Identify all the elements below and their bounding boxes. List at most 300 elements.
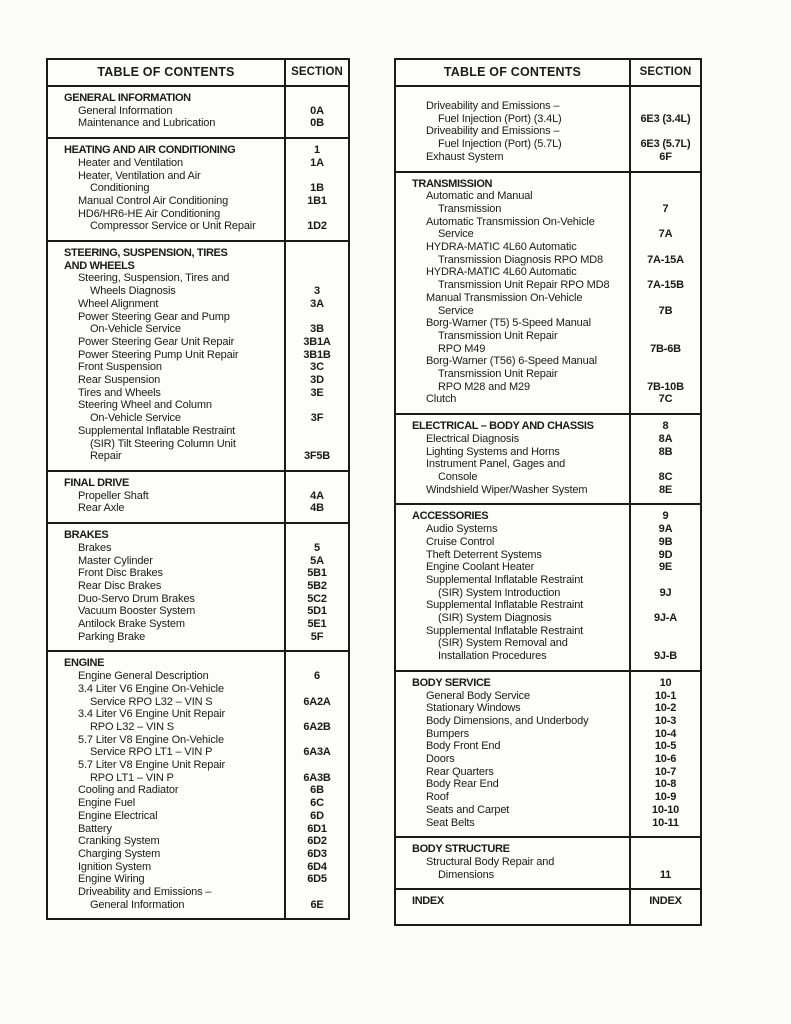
entry-line: Electrical Diagnosis bbox=[426, 432, 519, 445]
entry-line: HD6/HR6-HE Air Conditioning bbox=[78, 207, 221, 220]
section-code: 5B2 bbox=[307, 579, 327, 592]
toc-item-row bbox=[48, 208, 348, 233]
entry-title bbox=[48, 759, 286, 784]
entry-title bbox=[396, 151, 631, 164]
toc-item-row bbox=[48, 117, 348, 130]
entry-line: General Body Service bbox=[426, 689, 530, 702]
entry-title bbox=[396, 778, 631, 791]
entry-title bbox=[396, 433, 631, 446]
entry-line: INDEX bbox=[412, 895, 444, 908]
entry-title bbox=[48, 631, 286, 644]
entry-line: Transmission Unit Repair RPO MD8 bbox=[438, 279, 610, 292]
section-code: 10 bbox=[659, 676, 672, 689]
section-code: 6A3B bbox=[303, 771, 331, 784]
entry-title bbox=[48, 361, 286, 374]
toc-heading-row bbox=[48, 657, 348, 670]
entry-line: Rear Suspension bbox=[78, 374, 161, 387]
entry-title bbox=[396, 856, 631, 881]
section-code: 7B-10B bbox=[647, 380, 684, 393]
toc-item-row bbox=[396, 355, 700, 393]
entry-line: Cranking System bbox=[78, 835, 160, 848]
entry-line: Automatic Transmission On-Vehicle bbox=[426, 215, 595, 228]
toc-group bbox=[48, 522, 348, 650]
entry-line: Borg-Warner (T56) 6-Speed Manual bbox=[426, 355, 597, 368]
entry-line: Theft Deterrent Systems bbox=[426, 548, 542, 561]
entry-line: Rear Quarters bbox=[426, 765, 494, 778]
entry-title bbox=[396, 125, 631, 150]
toc-item-row bbox=[396, 690, 700, 703]
entry-title bbox=[48, 490, 286, 503]
toc-header-title: TABLE OF CONTENTS bbox=[97, 65, 235, 79]
section-code: 5A bbox=[310, 554, 324, 567]
entry-line: Brakes bbox=[78, 541, 112, 554]
entry-title bbox=[396, 740, 631, 753]
toc-item-row bbox=[48, 708, 348, 733]
entry-line: Propeller Shaft bbox=[78, 489, 149, 502]
entry-line: (SIR) Tilt Steering Column Unit bbox=[90, 437, 236, 450]
entry-line: Cruise Control bbox=[426, 535, 495, 548]
section-code: 0B bbox=[310, 117, 324, 130]
section-code: 9A bbox=[658, 523, 673, 536]
toc-group bbox=[48, 137, 348, 240]
entry-title bbox=[396, 446, 631, 459]
toc-item-row bbox=[48, 823, 348, 836]
entry-title bbox=[396, 599, 631, 624]
toc-heading-row bbox=[48, 92, 348, 105]
entry-line: BODY SERVICE bbox=[412, 676, 491, 689]
section-code: 7A bbox=[658, 228, 673, 241]
entry-line: FINAL DRIVE bbox=[64, 476, 130, 489]
entry-line: Transmission Diagnosis RPO MD8 bbox=[438, 253, 604, 266]
entry-line: STEERING, SUSPENSION, TIRES bbox=[64, 247, 228, 260]
entry-title bbox=[396, 317, 631, 355]
entry-line: Manual Control Air Conditioning bbox=[78, 194, 229, 207]
section-code: 3A bbox=[310, 297, 324, 310]
entry-title bbox=[396, 355, 631, 393]
section-code: 6E3 (5.7L) bbox=[640, 138, 691, 151]
toc-item-row bbox=[396, 804, 700, 817]
section-code: 5C2 bbox=[307, 592, 327, 605]
entry-title bbox=[48, 144, 286, 157]
entry-title bbox=[48, 861, 286, 874]
entry-title bbox=[396, 715, 631, 728]
section-code: 6D1 bbox=[307, 822, 327, 835]
entry-line: Instrument Panel, Gages and bbox=[426, 458, 566, 471]
entry-line: Front Suspension bbox=[78, 361, 162, 374]
entry-line: Antilock Brake System bbox=[78, 618, 185, 631]
entry-title bbox=[48, 477, 286, 490]
entry-line: Heater and Ventilation bbox=[78, 156, 183, 169]
entry-title bbox=[396, 458, 631, 483]
entry-title bbox=[48, 117, 286, 130]
entry-line: ACCESSORIES bbox=[412, 510, 489, 523]
entry-title bbox=[48, 92, 286, 105]
toc-item-row bbox=[396, 190, 700, 215]
section-code: 6D bbox=[310, 809, 324, 822]
toc-item-row bbox=[48, 605, 348, 618]
section-code: 9J bbox=[659, 586, 672, 599]
section-code: 1 bbox=[314, 144, 320, 157]
entry-title bbox=[396, 484, 631, 497]
toc-item-row bbox=[396, 100, 700, 125]
entry-title bbox=[396, 510, 631, 523]
toc-item-row bbox=[48, 374, 348, 387]
section-code: 10-2 bbox=[654, 702, 677, 715]
entry-title bbox=[396, 690, 631, 703]
entry-title bbox=[396, 536, 631, 549]
section-code: 7C bbox=[658, 393, 673, 406]
entry-line: Stationary Windows bbox=[426, 702, 521, 715]
toc-item-row bbox=[48, 336, 348, 349]
toc-item-row bbox=[396, 125, 700, 150]
section-code: 6E bbox=[310, 898, 324, 911]
entry-line: Heater, Ventilation and Air bbox=[78, 169, 201, 182]
section-code: 11 bbox=[659, 868, 672, 881]
entry-line: Engine General Description bbox=[78, 670, 209, 683]
entry-title bbox=[48, 670, 286, 683]
entry-line: Body Front End bbox=[426, 740, 501, 753]
toc-item-row bbox=[48, 797, 348, 810]
section-code: 3 bbox=[314, 285, 320, 298]
entry-title bbox=[48, 848, 286, 861]
entry-title bbox=[396, 178, 631, 191]
section-code: 6F bbox=[659, 150, 672, 163]
toc-item-row bbox=[48, 555, 348, 568]
entry-line: Engine Coolant Heater bbox=[426, 561, 535, 574]
entry-title bbox=[48, 593, 286, 606]
section-code: 3F5B bbox=[303, 450, 331, 463]
entry-title bbox=[48, 247, 286, 272]
toc-item-row bbox=[396, 433, 700, 446]
entry-line: Cooling and Radiator bbox=[78, 784, 179, 797]
toc-item-row bbox=[48, 361, 348, 374]
entry-title bbox=[48, 529, 286, 542]
entry-title bbox=[48, 618, 286, 631]
section-code: 9J-A bbox=[653, 612, 678, 625]
section-code: 3C bbox=[310, 361, 324, 374]
entry-line: Power Steering Pump Unit Repair bbox=[78, 348, 239, 361]
entry-line: Vacuum Booster System bbox=[78, 605, 196, 618]
entry-title bbox=[396, 549, 631, 562]
entry-line: RPO M28 and M29 bbox=[438, 380, 530, 393]
entry-title bbox=[48, 502, 286, 515]
section-code: 9E bbox=[658, 561, 673, 574]
entry-line: Supplemental Inflatable Restraint bbox=[426, 573, 584, 586]
entry-line: Engine Electrical bbox=[78, 809, 158, 822]
toc-header-title: TABLE OF CONTENTS bbox=[443, 65, 582, 79]
toc-item-row bbox=[48, 759, 348, 784]
section-code: 3F bbox=[310, 412, 324, 425]
entry-line: General Information bbox=[78, 104, 173, 117]
section-column-header: SECTION bbox=[629, 60, 700, 85]
toc-groups-left bbox=[48, 87, 348, 918]
entry-line: Fuel Injection (Port) (3.4L) bbox=[438, 112, 562, 125]
toc-item-row bbox=[396, 625, 700, 663]
entry-line: Steering Wheel and Column bbox=[78, 399, 212, 412]
toc-item-row bbox=[48, 873, 348, 886]
toc-item-row bbox=[396, 856, 700, 881]
entry-line: Service bbox=[438, 228, 474, 241]
section-code: 10-5 bbox=[654, 740, 677, 753]
entry-title bbox=[396, 216, 631, 241]
entry-line: AND WHEELS bbox=[64, 259, 135, 272]
section-code: 6E3 (3.4L) bbox=[640, 112, 691, 125]
entry-line: Lighting Systems and Horns bbox=[426, 445, 560, 458]
toc-item-row bbox=[48, 835, 348, 848]
toc-item-row bbox=[48, 311, 348, 336]
section-code: 3E bbox=[310, 386, 324, 399]
toc-item-row bbox=[396, 791, 700, 804]
toc-item-row bbox=[396, 484, 700, 497]
entry-line: Power Steering Gear Unit Repair bbox=[78, 335, 235, 348]
toc-item-row bbox=[396, 523, 700, 536]
section-code: 8 bbox=[662, 420, 669, 433]
section-code: 6A2B bbox=[303, 720, 331, 733]
toc-group bbox=[396, 87, 700, 171]
section-code: 9D bbox=[658, 548, 673, 561]
section-code: 6A3A bbox=[303, 746, 331, 759]
entry-title bbox=[48, 657, 286, 670]
section-code: 8C bbox=[658, 470, 673, 483]
section-code: 3D bbox=[310, 374, 324, 387]
toc-item-row bbox=[48, 105, 348, 118]
entry-title bbox=[48, 797, 286, 810]
entry-line: Dimensions bbox=[438, 868, 494, 881]
toc-group bbox=[396, 888, 700, 924]
entry-title bbox=[48, 567, 286, 580]
entry-line: Repair bbox=[90, 450, 122, 463]
entry-title bbox=[48, 349, 286, 362]
entry-line: BRAKES bbox=[64, 529, 109, 542]
toc-group bbox=[48, 240, 348, 470]
toc-item-row bbox=[396, 549, 700, 562]
toc-header-right bbox=[396, 60, 700, 87]
entry-title bbox=[48, 399, 286, 424]
entry-title bbox=[48, 272, 286, 297]
entry-line: Seats and Carpet bbox=[426, 803, 510, 816]
toc-item-row bbox=[48, 810, 348, 823]
toc-item-row bbox=[396, 536, 700, 549]
section-code: 0A bbox=[310, 104, 324, 117]
toc-item-row bbox=[48, 580, 348, 593]
entry-line: BODY STRUCTURE bbox=[412, 843, 510, 856]
entry-title bbox=[396, 523, 631, 536]
entry-line: TRANSMISSION bbox=[412, 177, 493, 190]
entry-line: ELECTRICAL – BODY AND CHASSIS bbox=[412, 420, 594, 433]
toc-group bbox=[48, 650, 348, 918]
toc-table-left bbox=[46, 58, 350, 920]
entry-line: Engine Wiring bbox=[78, 873, 145, 886]
section-code: 1B1 bbox=[307, 194, 327, 207]
toc-item-row bbox=[396, 728, 700, 741]
toc-item-row bbox=[396, 241, 700, 266]
entry-title bbox=[396, 241, 631, 266]
entry-line: ENGINE bbox=[64, 657, 105, 670]
section-code: 10-1 bbox=[654, 689, 677, 702]
toc-heading-row bbox=[396, 895, 700, 908]
entry-line: Rear Axle bbox=[78, 502, 125, 515]
toc-heading-row bbox=[396, 420, 700, 433]
section-code: 7A-15B bbox=[647, 279, 684, 292]
entry-line: Doors bbox=[426, 753, 455, 766]
entry-title bbox=[48, 683, 286, 708]
entry-line: Driveability and Emissions – bbox=[426, 125, 560, 138]
entry-title bbox=[396, 266, 631, 291]
entry-title bbox=[396, 561, 631, 574]
entry-title bbox=[48, 157, 286, 170]
section-code: 4A bbox=[310, 489, 324, 502]
entry-line: (SIR) System Diagnosis bbox=[438, 612, 552, 625]
toc-item-row bbox=[396, 702, 700, 715]
toc-item-row bbox=[48, 272, 348, 297]
entry-title bbox=[396, 574, 631, 599]
toc-item-row bbox=[48, 425, 348, 463]
entry-title bbox=[48, 170, 286, 195]
section-code: 9J-B bbox=[653, 650, 678, 663]
toc-item-row bbox=[48, 490, 348, 503]
toc-item-row bbox=[396, 151, 700, 164]
entry-line: Body Dimensions, and Underbody bbox=[426, 714, 589, 727]
entry-line: Body Rear End bbox=[426, 778, 499, 791]
section-code: 1A bbox=[310, 156, 324, 169]
toc-group bbox=[48, 470, 348, 522]
entry-line: Console bbox=[438, 470, 478, 483]
entry-line: On-Vehicle Service bbox=[90, 412, 181, 425]
entry-line: Steering, Suspension, Tires and bbox=[78, 272, 230, 285]
toc-item-row bbox=[48, 298, 348, 311]
entry-line: HEATING AND AIR CONDITIONING bbox=[64, 144, 236, 157]
entry-title bbox=[396, 100, 631, 125]
entry-title bbox=[48, 580, 286, 593]
toc-item-row bbox=[396, 766, 700, 779]
entry-line: Service bbox=[438, 304, 474, 317]
entry-line: Borg-Warner (T5) 5-Speed Manual bbox=[426, 317, 591, 330]
toc-group bbox=[396, 171, 700, 414]
entry-line: Transmission Unit Repair bbox=[438, 329, 558, 342]
entry-line: On-Vehicle Service bbox=[90, 323, 181, 336]
entry-title bbox=[396, 292, 631, 317]
entry-line: Battery bbox=[78, 822, 112, 835]
entry-title bbox=[396, 677, 631, 690]
entry-title bbox=[48, 823, 286, 836]
entry-line: Master Cylinder bbox=[78, 554, 153, 567]
section-code: 5B1 bbox=[307, 567, 327, 580]
entry-title bbox=[48, 208, 286, 233]
toc-group bbox=[396, 670, 700, 836]
section-code: 10-8 bbox=[654, 778, 677, 791]
entry-title bbox=[48, 555, 286, 568]
section-code: 5 bbox=[314, 541, 320, 554]
section-code: 10-11 bbox=[652, 816, 679, 829]
entry-title bbox=[48, 605, 286, 618]
entry-line: Transmission Unit Repair bbox=[438, 368, 558, 381]
toc-item-row bbox=[396, 599, 700, 624]
section-code: 7A-15A bbox=[647, 253, 684, 266]
entry-line: Conditioning bbox=[90, 182, 150, 195]
entry-title bbox=[396, 625, 631, 663]
entry-line: General Information bbox=[90, 898, 185, 911]
entry-line: Installation Procedures bbox=[438, 650, 547, 663]
entry-title bbox=[48, 708, 286, 733]
toc-item-row bbox=[48, 861, 348, 874]
section-code: 8E bbox=[658, 483, 673, 496]
entry-title bbox=[48, 784, 286, 797]
section-code: INDEX bbox=[649, 895, 682, 908]
toc-item-row bbox=[48, 567, 348, 580]
entry-line: HYDRA-MATIC 4L60 Automatic bbox=[426, 241, 577, 254]
entry-line: Service RPO LT1 – VIN P bbox=[90, 746, 213, 759]
toc-item-row bbox=[396, 715, 700, 728]
entry-line: Audio Systems bbox=[426, 523, 498, 536]
toc-item-row bbox=[396, 458, 700, 483]
toc-header-left bbox=[48, 60, 348, 87]
entry-title bbox=[48, 195, 286, 208]
toc-heading-row bbox=[396, 843, 700, 856]
entry-title bbox=[48, 311, 286, 336]
section-code: 8A bbox=[658, 432, 673, 445]
toc-item-row bbox=[396, 266, 700, 291]
section-code: 3B1A bbox=[303, 335, 331, 348]
section-code: 6A2A bbox=[303, 695, 331, 708]
toc-item-row bbox=[396, 317, 700, 355]
toc-heading-row bbox=[396, 510, 700, 523]
section-code: 10-10 bbox=[651, 803, 680, 816]
toc-item-row bbox=[48, 399, 348, 424]
entry-line: Structural Body Repair and bbox=[426, 855, 555, 868]
entry-line: HYDRA-MATIC 4L60 Automatic bbox=[426, 266, 577, 279]
toc-item-row bbox=[396, 292, 700, 317]
toc-group bbox=[396, 836, 700, 888]
section-code: 6C bbox=[310, 797, 324, 810]
entry-title bbox=[396, 420, 631, 433]
toc-item-row bbox=[396, 574, 700, 599]
section-code: 9 bbox=[662, 510, 669, 523]
entry-line: Ignition System bbox=[78, 860, 151, 873]
entry-line: Supplemental Inflatable Restraint bbox=[78, 424, 236, 437]
entry-line: Power Steering Gear and Pump bbox=[78, 310, 230, 323]
toc-heading-row bbox=[48, 477, 348, 490]
entry-line: Driveability and Emissions – bbox=[78, 886, 212, 899]
entry-title bbox=[396, 791, 631, 804]
entry-line: RPO M49 bbox=[438, 342, 486, 355]
toc-item-row bbox=[48, 157, 348, 170]
entry-title bbox=[396, 843, 631, 856]
entry-line: Parking Brake bbox=[78, 630, 146, 643]
entry-line: Service RPO L32 – VIN S bbox=[90, 695, 213, 708]
entry-line: Roof bbox=[426, 791, 449, 804]
toc-item-row bbox=[48, 502, 348, 515]
toc-group bbox=[396, 413, 700, 503]
entry-line: GENERAL INFORMATION bbox=[64, 92, 191, 104]
toc-heading-row bbox=[48, 144, 348, 157]
entry-title bbox=[48, 298, 286, 311]
section-code: 7B-6B bbox=[650, 342, 681, 355]
section-code: 10-7 bbox=[654, 765, 677, 778]
toc-item-row bbox=[48, 683, 348, 708]
toc-item-row bbox=[396, 740, 700, 753]
section-code: 6D4 bbox=[307, 860, 327, 873]
toc-heading-row bbox=[396, 677, 700, 690]
entry-title bbox=[396, 190, 631, 215]
entry-line: Front Disc Brakes bbox=[78, 567, 163, 580]
entry-title bbox=[48, 835, 286, 848]
entry-line: Transmission bbox=[438, 202, 502, 215]
toc-heading-row bbox=[396, 178, 700, 191]
toc-item-row bbox=[396, 393, 700, 406]
entry-line: Wheel Alignment bbox=[78, 297, 159, 310]
entry-title bbox=[48, 542, 286, 555]
toc-table-right bbox=[394, 58, 702, 926]
